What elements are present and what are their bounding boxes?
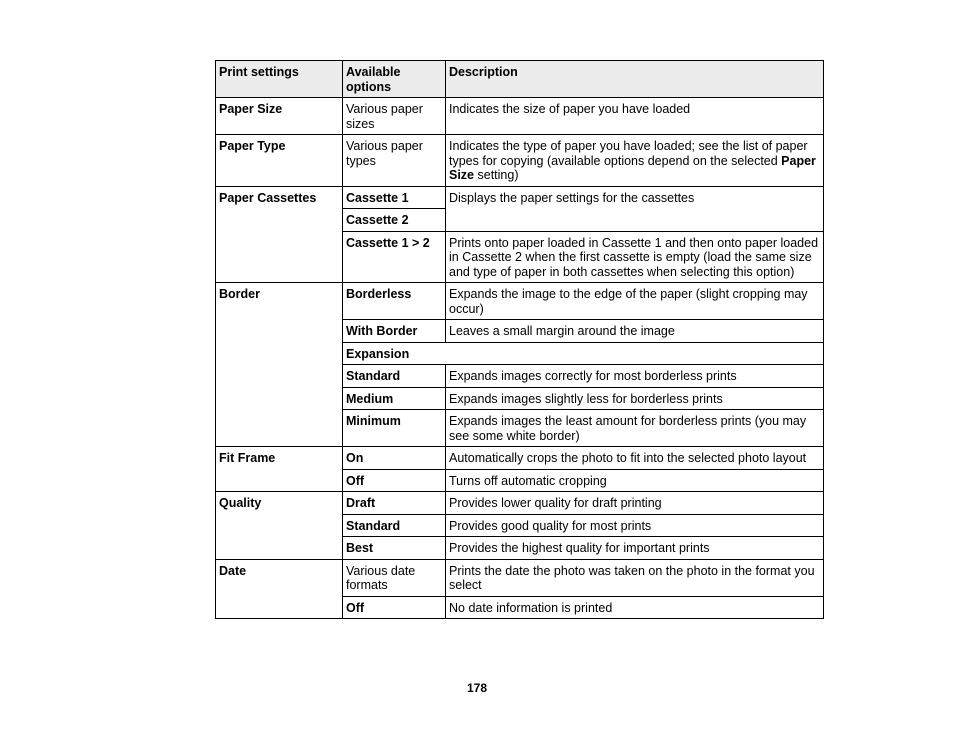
table-row [216,135,824,187]
option-cell: Draft [343,492,446,515]
option-cell: Cassette 2 [343,209,446,232]
table-row [216,283,824,320]
description-cell: Provides good quality for most prints [446,514,824,537]
page-number: 178 [466,681,488,695]
table-row [216,447,824,470]
table-row [216,98,824,135]
option-cell: Best [343,537,446,560]
table-header-row [216,61,824,98]
table-row [216,559,824,596]
option-cell: Standard [343,365,446,388]
option-cell: On [343,447,446,470]
description-cell: Displays the paper settings for the cassettes [446,186,824,231]
option-cell: Borderless [343,283,446,320]
description-cell: Provides the highest quality for important prints [446,537,824,560]
option-cell: Various paper sizes [343,98,446,135]
description-cell: Expands images the least amount for borderless prints (you may see some white border) [446,410,824,447]
description-cell: No date information is printed [446,596,824,619]
option-cell: Minimum [343,410,446,447]
description-cell: Expands images slightly less for borderless prints [446,387,824,410]
description-cell: Expands the image to the edge of the paper (slight cropping may occur) [446,283,824,320]
description-cell: Turns off automatic cropping [446,469,824,492]
header-print-settings: Print settings [216,61,343,98]
option-cell: Various date formats [343,559,446,596]
description-cell [446,135,824,187]
option-cell: Cassette 1 [343,186,446,209]
option-cell: Standard [343,514,446,537]
description-cell: Expands images correctly for most borderless prints [446,365,824,388]
print-settings-table [215,60,824,619]
description-bold-text: Paper Size [449,153,816,182]
expansion-subheading: Expansion [343,342,824,365]
setting-paper-cassettes: Paper Cassettes [216,186,343,283]
header-available-options: Available options [343,61,446,98]
setting-quality: Quality [216,492,343,560]
description-cell: Leaves a small margin around the image [446,320,824,343]
option-cell: Cassette 1 > 2 [343,231,446,283]
option-cell: Off [343,596,446,619]
setting-border: Border [216,283,343,447]
description-text: setting) [474,168,519,182]
table-row [216,492,824,515]
option-cell: Off [343,469,446,492]
description-cell: Indicates the size of paper you have loaded [446,98,824,135]
setting-date: Date [216,559,343,619]
header-description: Description [446,61,824,98]
option-cell: With Border [343,320,446,343]
table-row [216,186,824,209]
description-text: Indicates the type of paper you have loaded; see the list of paper types for copying (available options depend on the selected [449,139,808,168]
description-cell: Prints the date the photo was taken on the photo in the format you select [446,559,824,596]
option-cell: Medium [343,387,446,410]
description-cell: Prints onto paper loaded in Cassette 1 and then onto paper loaded in Cassette 2 when the first cassette is empty (load the same size and type of paper in both cassettes when selecting this option) [446,231,824,283]
setting-paper-size: Paper Size [216,98,343,135]
description-cell: Provides lower quality for draft printing [446,492,824,515]
setting-fit-frame: Fit Frame [216,447,343,492]
setting-paper-type: Paper Type [216,135,343,187]
description-cell: Automatically crops the photo to fit into the selected photo layout [446,447,824,470]
option-cell: Various paper types [343,135,446,187]
